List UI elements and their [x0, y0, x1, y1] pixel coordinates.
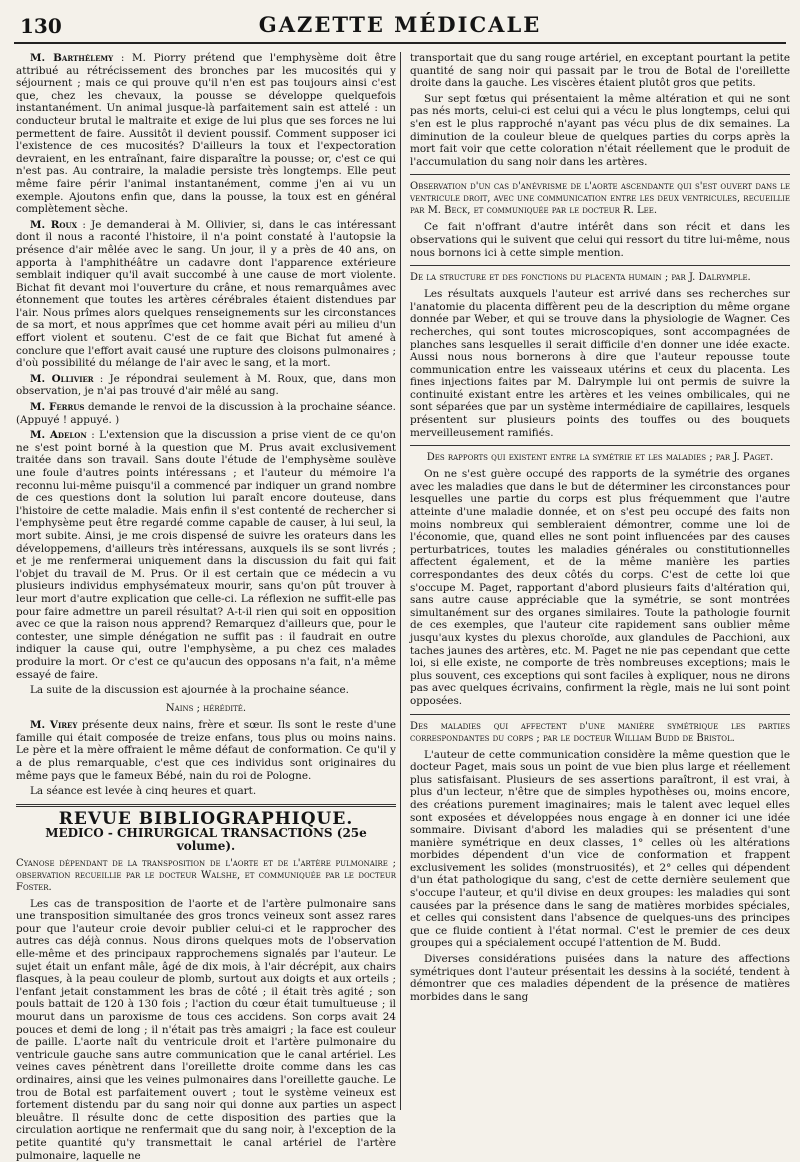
- paragraph-text: : Je répondrai seulement à M. Roux, que, dans mon observation, je n'ai pas trouvé d'air mêlé au sang.: [16, 372, 397, 398]
- speaker-name: M. Ollivier: [30, 372, 94, 385]
- speaker-name: M. Virey: [30, 719, 78, 732]
- paragraph-text: : Je demanderai à M. Ollivier, si, dans le cas intéressant dont il nous a raconté l'histoire, il n'a point constaté à l'autopsie la présence d'air mêlée avec le sang. Un jour, il y a près de 40 ans, on apporta à l'amphithéâtre un cadavre dont l'apparence extérieure semblait indiquer qu'il avait succombé à une cause de mort violente. Bichat fit devant moi l'ouverture du crâne, et nous remarquâmes avec étonnement que toutes les artères cérébrales étaient distendues par l'air. Nous prîmes alors quelques renseignements sur les circonstances de sa mort, et nous apprîmes que cet homme avait péri au milieu d'un effort violent et soutenu. C'est de ce fait que Bichat fut amené à conclure que l'effort avait causé une rupture des cloisons pulmonaires ; d'où possibilité du mélange de l'air avec le sang, et la mort.: [16, 218, 396, 370]
- column-divider: [400, 52, 401, 1110]
- paragraph: [16, 52, 396, 216]
- speaker-name: M. Roux: [30, 218, 78, 231]
- article-divider: [410, 174, 790, 175]
- page-header: [14, 8, 786, 44]
- article-heading: De la structure et des fonctions du placenta humain ; par J. Dalrymple.: [410, 272, 751, 284]
- article-divider: [410, 445, 790, 446]
- article-divider: [410, 265, 790, 266]
- paragraph: [16, 219, 396, 370]
- paragraph: [16, 719, 396, 782]
- paragraph-text: présente deux nains, frère et sœur. Ils sont le reste d'une famille qui était composée de treize enfans, tous plus ou moins nains. Le père et la mère offraient le même défaut de conformation. Ce qu'il y a de plus remarquable, c'est que ces individus sont originaires du même pays que le fameux Bébé, nain du roi de Pologne.: [16, 719, 396, 782]
- speaker-name: M. Ferrus: [30, 401, 85, 414]
- journal-title: GAZETTE MÉDICALE: [258, 12, 542, 37]
- paragraph: [16, 401, 396, 426]
- revue-subtitle: MEDICO - CHIRURGICAL TRANSACTIONS (25e volume).: [45, 826, 367, 854]
- speaker-name: M. Adelon: [30, 429, 87, 442]
- right-column: [410, 52, 790, 1112]
- paragraph: [16, 373, 396, 398]
- paragraph: L'auteur de cette communication considère la même question que le docteur Paget, mais sous un point de vue bien plus large et réellement plus satisfaisant. Plusieurs de ses assertions paraîtront, il est vrai, à plus d'un lecteur, n'être que de simples hypothèses ou, moins encore, des créations purement imaginaires; mais le talent avec lequel elles sont exposées et développées nous engage à en donner ici une idée sommaire. Divisant d'abord les maladies qui se présentent d'une manière symétrique en deux classes, 1° celles où les altérations morbides dépendent d'un vice de conformation et frappent exclusivement les solides (monstruosités), et 2° celles qui dépendent d'un état pathologique du sang, c'est de cette dernière seulement que s'occupe l'auteur, et qu'il divise en deux groupes: les maladies qui sont causées par la présence dans le sang de matières morbides spéciales, et celles qui consistent dans l'absence de quelques-uns des principes que ce fluide contient à l'état normal. C'est le premier de ces deux groupes qui a spécialement occupé l'attention de M. Budd.: [410, 748, 790, 950]
- paragraph: On ne s'est guère occupé des rapports de la symétrie des organes avec les maladies que dans le but de déterminer les circonstances pour lesquelles une partie du corps est plus fréquemment que l'autre atteinte d'une maladie donnée, et on s'est peu occupé des faits non moins nombreux qui sembleraient démontrer, comme une loi de l'économie, que, quand elles ne sont point influencées par des causes perturbatrices, toutes les maladies générales ou constitutionnelles affectent également, et de la même manière les parties correspondantes des deux côtés du corps. C'est de cette loi que s'occupe M. Paget, rapportant d'abord plusieurs faits d'altération qui, sans autre cause appréciable que la symétrie, se sont montrées simultanément sur des organes similaires. Toute la pathologie fournit de ces exemples, que l'auteur cite rapidement sans oublier même jusqu'aux kystes du plexus choroïde, aux glandules de Pacchioni, aux taches jaunes des artères, etc. M. Paget ne nie pas cependant que cette loi, si elle existe, ne comporte de très nombreuses exceptions; mais le plus souvent, ces exceptions qui sont faciles à expliquer, nous ne dirons pas avec quelques écrivains, confirment la règle, mais ne lui sont point opposées.: [410, 468, 790, 707]
- paragraph: [16, 429, 396, 681]
- left-column: [16, 52, 397, 1162]
- paragraph: Les résultats auxquels l'auteur est arrivé dans ses recherches sur l'anatomie du placenta diffèrent peu de la description du même organe donnée par Weber, et qui se trouve dans la physiologie de Wagner. Ces recherches, qui sont toutes microscopiques, sont accompagnées de planches sans lesquelles il serait difficile d'en donner une idée exacte. Aussi nous nous bornerons à dire que l'auteur repousse toute communication entre les vaisseaux utérins et ceux du placenta. Les fines injections faites par M. Dalrymple lui ont permis de suivre la continuité existant entre les artères et les veines ombilicales, qui ne sont séparées que par un système intermédiaire de capillaires, lesquels présentent sur plusieurs points des touffes ou des bouquets merveilleusement ramifiés.: [410, 288, 790, 439]
- article-heading: Cyanose dépendant de la transposition de l'aorte et de l'artère pulmonaire ; observation recueillie par le docteur Walshe, et communiquée par le docteur Foster.: [16, 857, 396, 893]
- speaker-name: M. Barthélemy: [30, 52, 114, 64]
- page-number: 130: [20, 14, 62, 38]
- paragraph: Les cas de transposition de l'aorte et de l'artère pulmonaire sans une transposition simultanée des gros troncs veineux sont assez rares pour que l'auteur croie devoir publier celui-ci et le rapprocher des autres cas déjà connus. Nous dirons quelques mots de l'observation elle-même et des principaux rapprochemens signalés par l'auteur. Le sujet était un enfant mâle, âgé de dix mois, à l'air décrépit, aux chairs flasques, à la peau couleur de plomb, surtout aux doigts et aux orteils ; l'enfant jetait constamment les bras de côté ; il était très agité ; son pouls battait de 120 à 130 fois ; l'action du cœur était tumultueuse ; il mourut dans un paroxisme de tous ces accidens. Son corps avait 24 pouces et demi de long ; il n'était pas très amaigri ; la face est couleur de paille. L'aorte naît du ventricule droit et l'artère pulmonaire du ventricule gauche sans autre communication que le canal artériel. Les veines caves pénètrent dans l'oreillette droite comme dans les cas ordinaires, ainsi que les veines pulmonaires dans l'oreillette gauche. Le trou de Botal est parfaitement ouvert ; tout le système veineux est fortement distendu par du sang noir qui donne aux parties un aspect bleuâtre. Il résulte donc de cette disposition des parties que la circulation aortique ne renfermait que du sang noir, à l'exception de la petite quantité qu'y transmettait le canal artériel de l'artère pulmonaire, laquelle ne: [16, 897, 396, 1162]
- paragraph-text: : M. Piorry prétend que l'emphysème doit être attribué au rétrécissement des bronches par les mucosités qui y séjournent ; mais ce qui prouve qu'il n'en est pas toujours ainsi c'est que, chez les chevaux, la pousse se développe quelquefois instantanément. Un animal jusque-là parfaitement sain est attelé : un conducteur brutal le maltraite et exige de lui plus que ses forces ne lui permettent de faire. Aussitôt il devient poussif. Comment supposer ici l'existence de ces mucosités? D'ailleurs la toux et l'expectoration devraient, en les entraînant, faire disparaître la pousse; or, c'est ce qui n'est pas. Au contraire, la maladie persiste très longtemps. Elle peut même faire périr l'animal instantanément, comme j'en ai vu un exemple. Ajoutons enfin que, dans la pousse, la toux est en général complètement sèche.: [16, 52, 396, 216]
- paragraph: transportait que du sang rouge artériel, en exceptant pourtant la petite quantité de sang noir qui passait par le trou de Botal de l'oreillette droite dans la gauche. Les viscères étaient plutôt gros que petits.: [410, 52, 790, 90]
- paragraph-text: demande le renvoi de la discussion à la prochaine séance. (Appuyé ! appuyé. ): [16, 401, 396, 426]
- revue-title: REVUE BIBLIOGRAPHIQUE.: [58, 808, 354, 829]
- paragraph: Diverses considérations puisées dans la nature des affections symétriques dont l'auteur présentait les dessins à la société, tendent à démontrer que ces maladies dépendent de la présence de matières morbides dans le sang: [410, 953, 790, 1003]
- paragraph-text: : L'extension que la discussion a prise vient de ce qu'on ne s'est point borné à la question que M. Prus avait exclusivement traitée dans son travail. Sans doute l'étude de l'emphysème soulève une foule d'autres points intéressans ; et l'auteur du mémoire l'a reconnu lui-même puisqu'il a commencé par indiquer un grand nombre de ces questions dont la solution lui paraît encore douteuse, dans l'histoire de cette maladie. Mais enfin il s'est contenté de rechercher si l'emphysème peut être regardé comme capable de causer, à lui seul, la mort subite. Ainsi, je me crois dispensé de suivre les orateurs dans les développemens, d'ailleurs très intéressans, auxquels ils se sont livrés ; et je me renfermerai uniquement dans la discussion du fait qui fait l'objet du travail de M. Prus. Or il est certain que ce médecin a vu plusieurs individus emphysémateux mourir, sans qu'on pût trouver à leur mort d'autre explication que celle-ci. La réflexion ne suffit-elle pas pour faire admettre un pareil résultat? A-t-il rien qui soit en opposition avec ce que la raison nous apprend? Remarquez d'ailleurs que, pour le contester, une simple dénégation ne suffit pas : il faudrait en outre indiquer la cause qui, outre l'emphysème, a pu chez ces malades produire la mort. Or c'est ce qu'aucun des opposans n'a fait, n'a même essayé de faire.: [16, 429, 396, 681]
- article-heading: Des rapports qui existent entre la symétrie et les maladies ; par J. Paget.: [426, 452, 774, 464]
- paragraph: Sur sept fœtus qui présentaient la même altération et qui ne sont pas nés morts, celui-ci est celui qui a vécu le plus longtemps, celui qui s'en est le plus rapproché n'ayant pas vécu plus de dix semaines. La diminution de la couleur bleue de quelques parties du corps après la mort fait voir que cette coloration n'était réellement que le produit de l'accumulation du sang noir dans les artères.: [410, 92, 790, 168]
- paragraph: Ce fait n'offrant d'autre intérêt dans son récit et dans les observations qui le suivent que celui qui ressort du titre lui-même, nous nous bornons ici à cette simple mention.: [410, 221, 790, 259]
- section-heading-nains: Nains ; hérédité.: [165, 702, 247, 714]
- section-divider: [16, 804, 396, 807]
- article-heading: Des maladies qui affectent d'une manière symétrique les parties correspondantes du corps ; par le docteur William Budd de Bristol.: [410, 720, 790, 744]
- article-divider: [410, 714, 790, 715]
- article-heading: Observation d'un cas d'anévrisme de l'aorte ascendante qui s'est ouvert dans le ventricule droit, avec une communication entre les deux ventricules, recueillie par M. Beck, et communiquée par le docteur R. Lee.: [410, 181, 790, 217]
- paragraph: La suite de la discussion est ajournée à la prochaine séance.: [30, 684, 349, 697]
- paragraph: La séance est levée à cinq heures et quart.: [30, 785, 257, 798]
